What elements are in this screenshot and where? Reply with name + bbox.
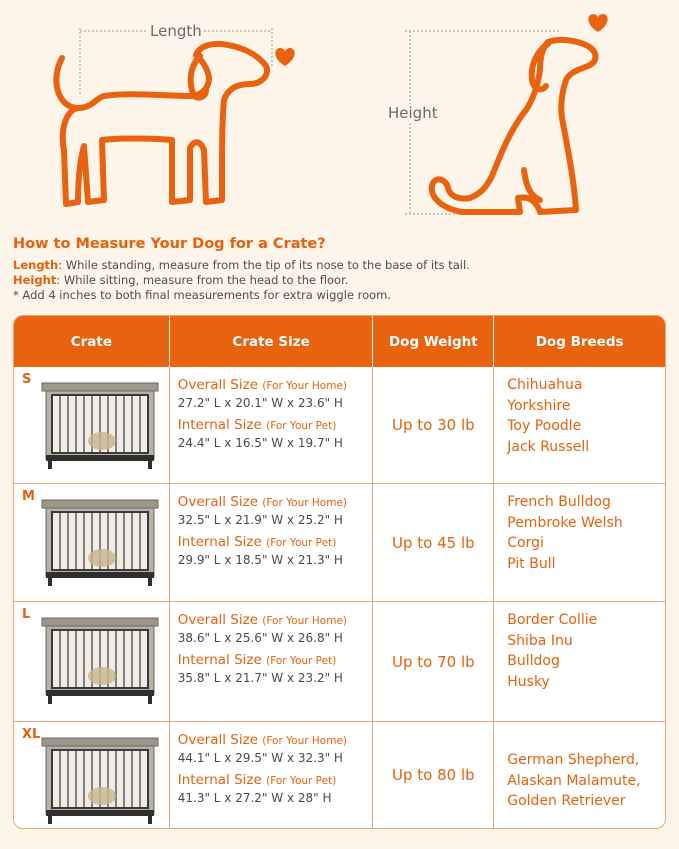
size-code: L [22,607,31,622]
crate-cell [14,602,170,721]
overall-dimensions: 44.1" L x 29.5" W x 32.3" H [177,751,343,765]
overall-dimensions: 32.5" L x 21.9" W x 25.2" H [177,513,343,527]
crate-cell [14,367,170,483]
crate-size-cell [170,722,374,828]
table-row [14,721,665,828]
table-row [14,367,665,483]
crate-cell [14,484,170,601]
dog-weight-cell: Up to 30 lb [373,367,494,483]
internal-size-label: Internal Size (For Your Pet) [177,772,337,788]
dog-breeds-cell [494,367,665,483]
length-instruction: Length: While standing, measure from the tip of its nose to the base of its tail. [13,258,470,272]
dog-measurement-illustration [0,0,679,225]
dog-breeds-cell [494,602,665,721]
measure-guide [13,236,673,303]
breed-item: Golden Retriever [507,793,626,809]
crate-size-table [13,315,666,829]
guide-title: How to Measure Your Dog for a Crate? [13,236,326,252]
overall-size-label: Overall Size (For Your Home) [177,732,347,748]
dog-weight-cell: Up to 70 lb [373,602,494,721]
table-row [14,601,665,721]
header-dog-breeds: Dog Breeds [535,333,624,350]
breed-item: Pit Bull [507,555,556,572]
breed-item: French Bulldog [507,494,611,510]
breed-item: Toy Poodle [507,418,582,434]
heart-icon [275,48,294,66]
size-code: XL [22,727,41,742]
crate-size-cell [170,602,374,721]
breed-item: Border Collie [507,612,598,628]
crate-image [38,734,162,826]
internal-size-label: Internal Size (For Your Pet) [177,652,337,668]
crate-image [38,614,162,706]
crate-cell [14,722,170,828]
breed-item: Alaskan Malamute, [507,772,641,789]
overall-dimensions: 38.6" L x 25.6" W x 26.8" H [177,631,343,645]
crate-image [38,496,162,588]
standing-dog-icon [56,44,267,204]
heart-icon [588,14,607,32]
breed-item: Chihuahua [507,377,583,393]
sitting-dog-icon [432,40,596,212]
overall-size-label: Overall Size (For Your Home) [177,494,347,510]
wiggle-note: * Add 4 inches to both final measurements for extra wiggle room. [13,288,392,302]
table-row [14,483,665,601]
breed-item: Jack Russell [507,438,590,455]
internal-dimensions: 24.4" L x 16.5" W x 19.7" H [177,436,343,450]
breed-item: Pembroke Welsh [507,514,623,531]
internal-dimensions: 41.3" L x 27.2" W x 28" H [177,791,332,805]
dog-breeds-cell [494,484,665,601]
internal-size-label: Internal Size (For Your Pet) [177,417,337,433]
crate-size-cell [170,367,374,483]
dog-weight-cell: Up to 45 lb [373,484,494,601]
breed-item: Bulldog [507,653,560,669]
breed-item: Husky [507,673,550,690]
internal-size-label: Internal Size (For Your Pet) [177,534,337,550]
breed-item: Shiba Inu [507,632,573,649]
crate-image [38,379,162,471]
height-label: Height [388,104,438,122]
breed-item: Yorkshire [507,397,571,414]
internal-dimensions: 29.9" L x 18.5" W x 21.3" H [177,553,343,567]
header-dog-weight: Dog Weight [373,316,494,367]
size-code: M [22,489,35,504]
overall-size-label: Overall Size (For Your Home) [177,377,347,393]
overall-size-label: Overall Size (For Your Home) [177,612,347,628]
header-crate: Crate [14,316,170,367]
breed-item: Corgi [507,535,544,551]
header-crate-size: Crate Size [170,316,374,367]
overall-dimensions: 27.2" L x 20.1" W x 23.6" H [177,396,343,410]
dog-breeds-cell [494,722,665,828]
dog-weight-cell: Up to 80 lb [373,722,494,828]
internal-dimensions: 35.8" L x 21.7" W x 23.2" H [177,671,343,685]
length-label: Length [150,22,202,40]
height-instruction: Height: While sitting, measure from the head to the floor. [13,273,349,287]
breed-item: German Shepherd, [507,752,640,768]
size-code: S [22,372,32,387]
table-header [14,316,665,367]
crate-size-cell [170,484,374,601]
